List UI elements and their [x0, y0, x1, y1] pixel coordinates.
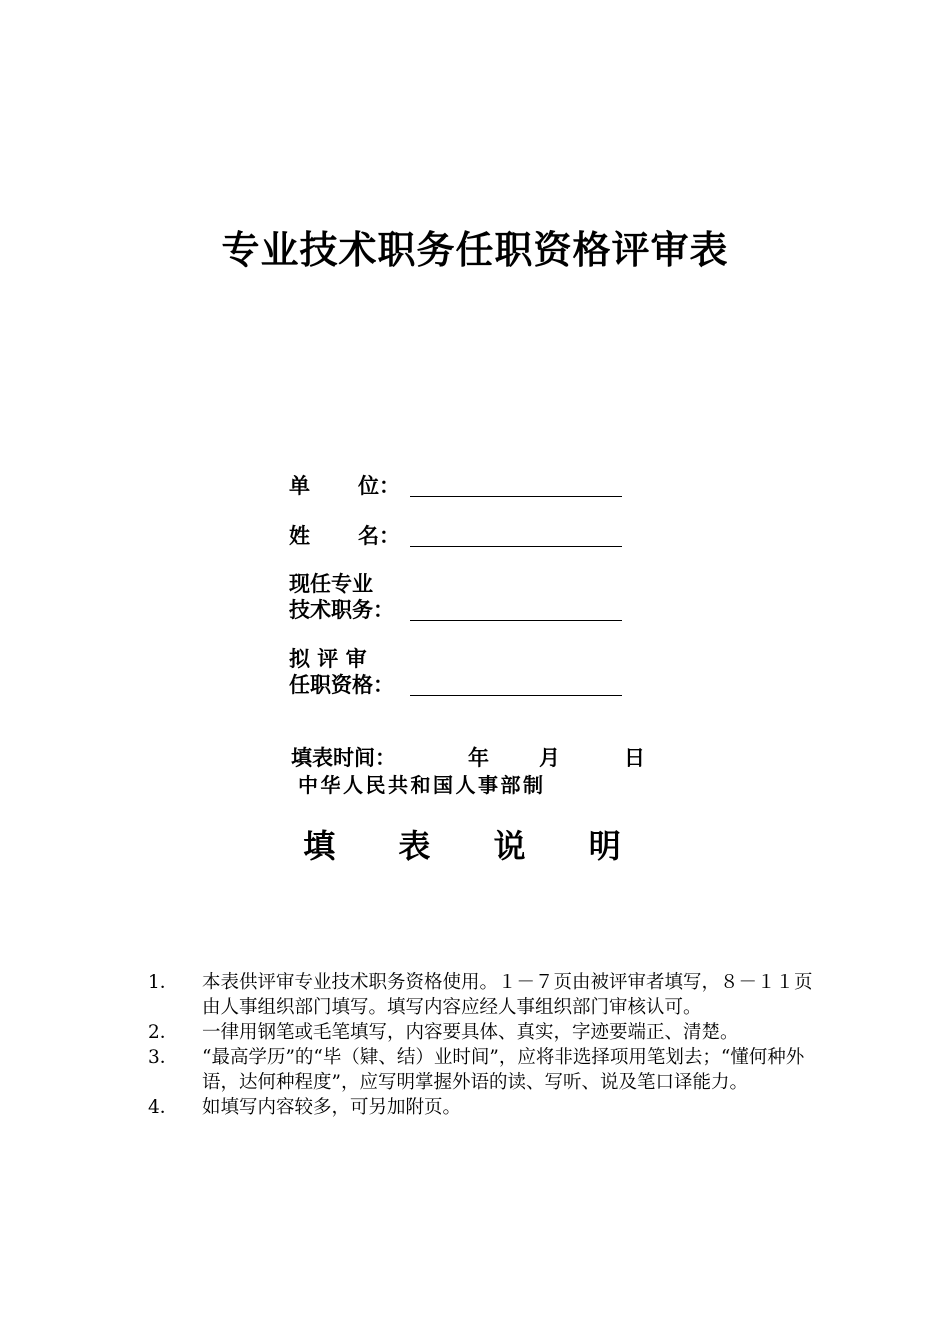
field-current-position-line[interactable] — [410, 620, 622, 621]
instruction-number: 2． — [148, 1022, 179, 1043]
document-title: 专业技术职务任职资格评审表 — [221, 228, 729, 272]
field-proposed-qualification-label-line2: 任职资格： — [289, 673, 394, 697]
field-proposed-qualification-label-line1: 拟 评 审 — [289, 647, 367, 671]
fill-date-month: 月 — [539, 746, 560, 770]
instruction-number: 4． — [148, 1097, 179, 1118]
field-proposed-qualification-line[interactable] — [410, 695, 622, 696]
instruction-text: 本表供评审专业技术职务资格使用。１－７页由被评审者填写，８－１１页由人事组织部门填写。填写内容应经人事组织部门审核认可。 — [202, 972, 813, 1018]
instruction-item — [148, 1045, 818, 1095]
field-current-position-label-line1: 现任专业 — [289, 572, 373, 596]
field-name-line[interactable] — [410, 546, 622, 547]
field-proposed-qualification — [289, 646, 394, 698]
instruction-text: “最高学历”的“毕（肄、结）业时间”，应将非选择项用笔划去；“懂何种外语，达何种程度”，应写明掌握外语的读、写听、说及笔口译能力。 — [202, 1047, 805, 1093]
instruction-item — [148, 1095, 818, 1120]
field-current-position-label-line2: 技术职务： — [289, 598, 394, 622]
field-unit-line[interactable] — [410, 496, 622, 497]
fill-date-year: 年 — [468, 746, 489, 770]
field-unit-label-char2: 位： — [358, 474, 400, 498]
fill-date — [291, 745, 645, 771]
instruction-text: 如填写内容较多，可另加附页。 — [202, 1097, 462, 1118]
instruction-number: 3． — [148, 1047, 179, 1068]
field-unit — [289, 473, 400, 499]
instructions-list — [148, 970, 818, 1120]
instruction-item — [148, 1020, 818, 1045]
issuing-ministry: 中华人民共和国人事部制 — [298, 773, 546, 797]
fill-date-day: 日 — [624, 746, 645, 770]
field-name-label-char2: 名： — [358, 524, 400, 548]
instruction-number: 1． — [148, 972, 179, 993]
field-current-position — [289, 571, 394, 623]
instruction-item — [148, 970, 818, 1020]
field-unit-label-char1: 单 — [289, 474, 358, 498]
instructions-title: 填 表 说 明 — [303, 827, 647, 865]
field-name-label-char1: 姓 — [289, 524, 358, 548]
fill-date-label: 填表时间： — [291, 746, 396, 770]
field-name — [289, 523, 400, 549]
instruction-text: 一律用钢笔或毛笔填写，内容要具体、真实，字迹要端正、清楚。 — [202, 1022, 739, 1043]
